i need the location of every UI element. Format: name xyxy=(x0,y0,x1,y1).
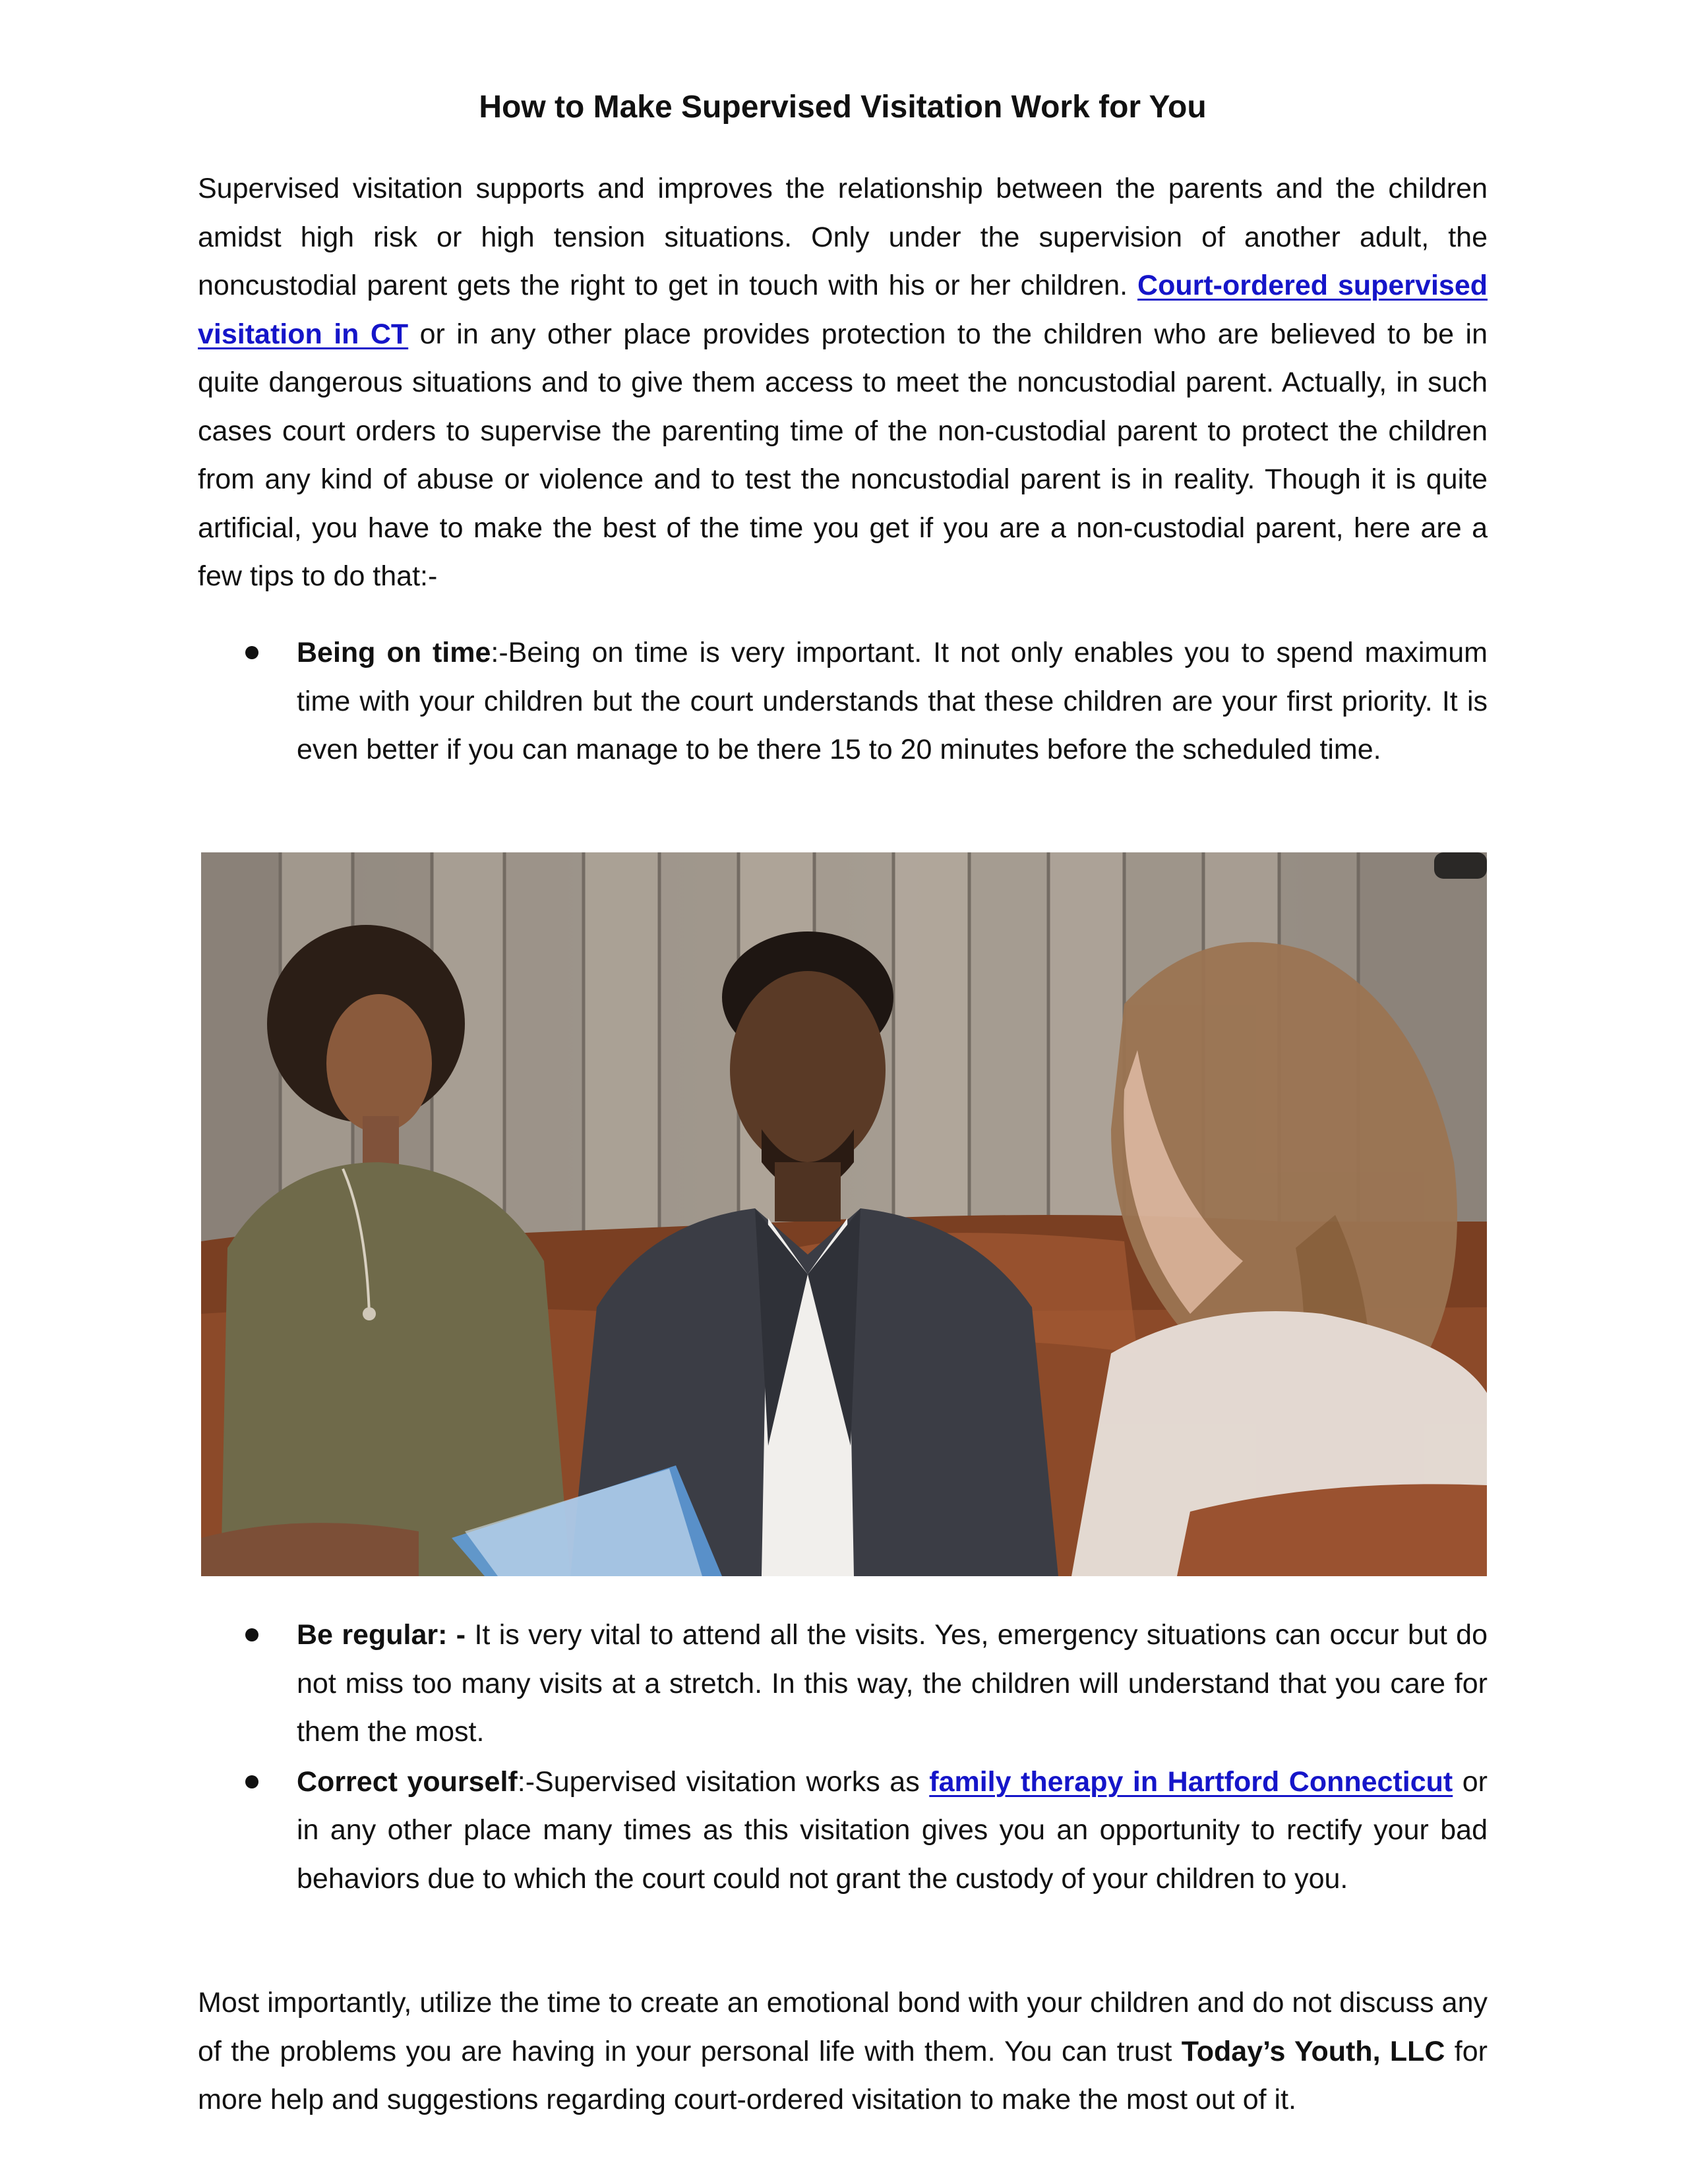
tip-heading: Be regular: - xyxy=(297,1619,466,1651)
lamp-shape xyxy=(1434,852,1487,879)
tip-text: :-Being on time is very important. It not only enables you to spend maximum time with your children but the court understands that these children are your first priority. It is even better if you can manage to be there 15 to 20 minutes before the scheduled time. xyxy=(297,637,1488,765)
tip-text-end: or in any other place many times as this visitation gives you an opportunity to rectify your bad behaviors due to which the court could not grant the custody of your children to you. xyxy=(297,1765,1488,1895)
list-item-being-on-time xyxy=(198,629,1488,775)
photo-illustration xyxy=(201,852,1487,1576)
closing-text-end: for more help and suggestions regarding court-ordered visitation to make the most out of it. xyxy=(198,2035,1488,2115)
bullet-icon xyxy=(245,646,258,659)
article-photo xyxy=(201,852,1487,1576)
family-therapy-link[interactable]: family therapy in Hartford Connecticut xyxy=(929,1765,1453,1798)
article-title: How to Make Supervised Visitation Work for You xyxy=(479,90,1207,125)
intro-text-start: Supervised visitation supports and improves the relationship between the parents and the children amidst high risk or high tension situations. Only under the supervision of another adult, the noncustodial parent gets the right to get in touch with his or her children. xyxy=(198,173,1488,301)
closing-paragraph xyxy=(198,1979,1488,2125)
bullet-icon xyxy=(245,1775,258,1788)
tips-list-bottom xyxy=(198,1611,1488,1903)
closing-text-start: Most importantly, utilize the time to create an emotional bond with your children and do not discuss any of the problems you are having in your personal life with them. You can trust xyxy=(198,1987,1488,2067)
tip-heading: Correct yourself xyxy=(297,1765,518,1798)
intro-paragraph xyxy=(198,165,1488,601)
court-ordered-visitation-link[interactable]: Court-ordered supervised visitation in CT xyxy=(198,270,1488,350)
tip-text-start: :-Supervised visitation works as xyxy=(517,1765,930,1798)
bullet-icon xyxy=(245,1628,258,1641)
tip-text: It is very vital to attend all the visits. Yes, emergency situations can occur but do not miss too many visits at a stretch. In this way, the children will understand that you care for them the most. xyxy=(297,1619,1488,1748)
list-item-correct-yourself xyxy=(198,1758,1488,1904)
list-item-be-regular xyxy=(198,1611,1488,1757)
tips-list-top xyxy=(198,629,1488,775)
company-name: Today’s Youth, LLC xyxy=(1181,2035,1445,2067)
intro-text-end: or in any other place provides protection to the children who are believed to be in quite dangerous situations and to give them access to meet the noncustodial parent. Actually, in such cases court orders to supervise the parenting time of the non-custodial parent to protect the children from any kind of abuse or violence and to test the noncustodial parent is in reality. Though it is quite artificial, you have to make the best of the time you get if you are a non-custodial parent, here are a few tips to do that:- xyxy=(198,318,1488,592)
tip-heading: Being on time xyxy=(297,637,491,668)
